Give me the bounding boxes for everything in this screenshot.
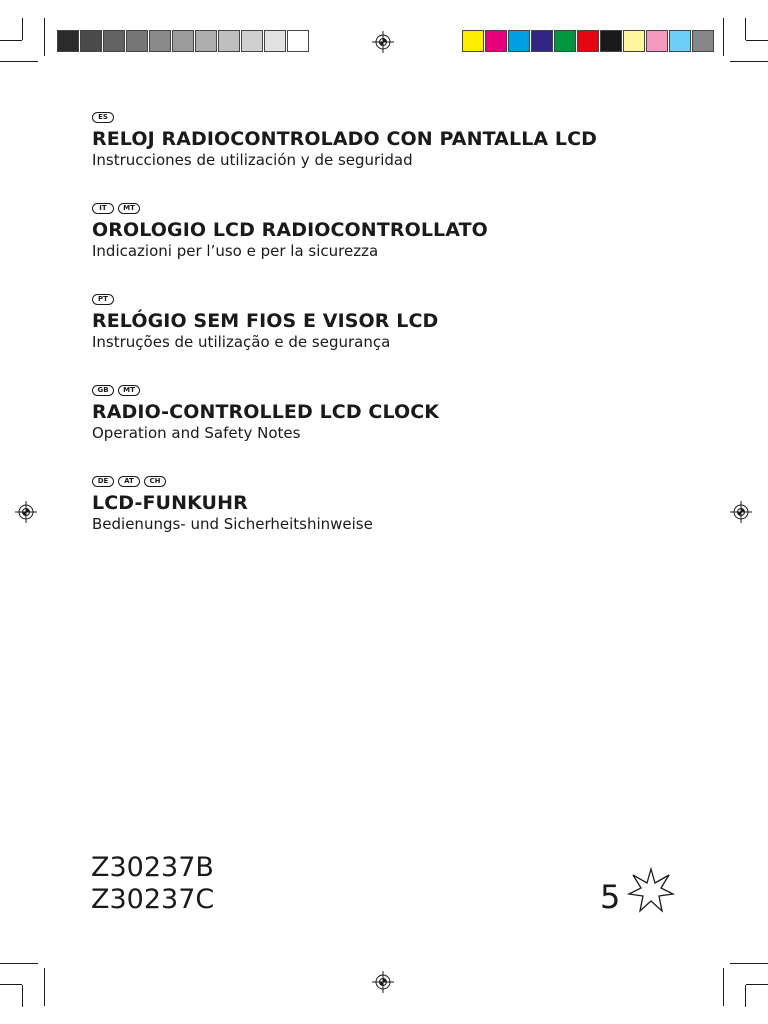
country-badges	[92, 203, 488, 215]
color-swatch	[149, 30, 171, 52]
color-swatch	[57, 30, 79, 52]
grayscale-control-bar	[57, 30, 310, 52]
color-swatch	[264, 30, 286, 52]
color-swatch	[600, 30, 622, 52]
color-swatch	[692, 30, 714, 52]
country-badge: MT	[118, 385, 140, 396]
color-swatch	[80, 30, 102, 52]
section-title: RELÓGIO SEM FIOS E VISOR LCD	[92, 310, 439, 332]
section-subtitle: Bedienungs- und Sicherheitshinweise	[92, 515, 373, 533]
crop-mark	[746, 984, 768, 985]
color-swatch	[669, 30, 691, 52]
section-title: RADIO-CONTROLLED LCD CLOCK	[92, 401, 440, 423]
color-swatch	[195, 30, 217, 52]
crop-mark	[723, 18, 724, 56]
color-swatch	[508, 30, 530, 52]
color-swatch	[623, 30, 645, 52]
language-section-it-mt	[92, 203, 488, 260]
page-number: 5	[600, 878, 621, 916]
color-swatch	[287, 30, 309, 52]
crop-mark	[0, 61, 38, 62]
country-badge: GB	[92, 385, 114, 396]
section-subtitle: Instrucciones de utilización y de seguridad	[92, 151, 413, 169]
crop-mark	[44, 18, 45, 56]
crop-mark	[723, 968, 724, 1006]
color-swatch	[218, 30, 240, 52]
crop-mark	[22, 985, 23, 1007]
country-badge: PT	[92, 294, 114, 305]
section-subtitle: Operation and Safety Notes	[92, 424, 301, 442]
section-subtitle: Indicazioni per l’uso e per la sicurezza	[92, 242, 379, 260]
color-swatch	[462, 30, 484, 52]
color-swatch	[554, 30, 576, 52]
registration-mark-icon	[730, 501, 752, 523]
crop-mark	[22, 18, 23, 40]
language-section-de-at-ch	[92, 476, 373, 533]
color-swatch	[577, 30, 599, 52]
crop-mark	[0, 984, 22, 985]
color-swatch	[241, 30, 263, 52]
crop-mark	[746, 40, 768, 41]
country-badges	[92, 476, 373, 488]
color-swatch	[126, 30, 148, 52]
country-badge: MT	[118, 203, 140, 214]
country-badges	[92, 112, 597, 124]
country-badges	[92, 294, 438, 306]
registration-mark-icon	[15, 501, 37, 523]
section-title: RELOJ RADIOCONTROLADO CON PANTALLA LCD	[92, 128, 598, 150]
country-badge: IT	[92, 203, 114, 214]
language-section-pt	[92, 294, 438, 351]
section-subtitle: Instruções de utilização e de segurança	[92, 333, 391, 351]
country-badge: AT	[118, 476, 140, 487]
color-control-bar	[462, 30, 715, 52]
language-section-es	[92, 112, 597, 169]
color-swatch	[103, 30, 125, 52]
model-number: Z30237C	[91, 884, 215, 915]
registration-mark-icon	[372, 31, 394, 53]
color-swatch	[531, 30, 553, 52]
crop-mark	[745, 18, 746, 40]
registration-mark-icon	[372, 971, 394, 993]
model-numbers	[91, 852, 214, 916]
crop-mark	[0, 963, 38, 964]
color-swatch	[172, 30, 194, 52]
language-section-gb-mt	[92, 385, 439, 442]
country-badge: ES	[92, 112, 114, 123]
country-badges	[92, 385, 439, 397]
crop-mark	[745, 985, 746, 1007]
crop-mark	[730, 61, 768, 62]
section-title: LCD-FUNKUHR	[92, 492, 248, 514]
country-badge: CH	[144, 476, 166, 487]
star-outline-icon	[627, 867, 675, 913]
crop-mark	[44, 968, 45, 1006]
color-swatch	[485, 30, 507, 52]
model-number: Z30237B	[91, 852, 214, 883]
color-swatch	[646, 30, 668, 52]
section-title: OROLOGIO LCD RADIOCONTROLLATO	[92, 219, 488, 241]
crop-mark	[0, 40, 22, 41]
crop-mark	[730, 963, 768, 964]
country-badge: DE	[92, 476, 114, 487]
